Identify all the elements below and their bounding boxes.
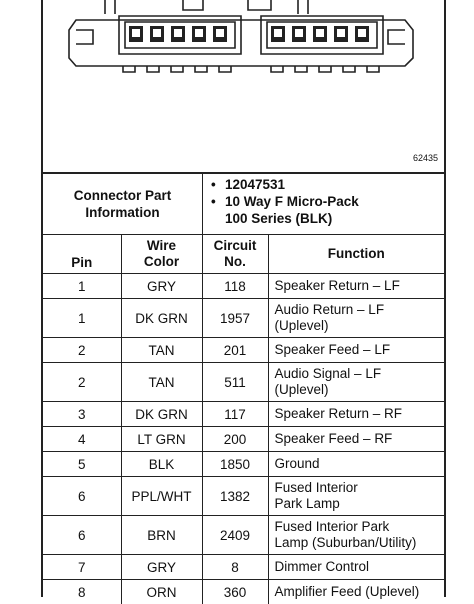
cell-pin: 2 xyxy=(43,363,121,402)
cell-pin: 5 xyxy=(43,452,121,477)
cell-function: Dimmer Control xyxy=(268,555,444,580)
cell-circuit-no: 2409 xyxy=(202,516,268,555)
connector-info-label-line1: Connector Part xyxy=(74,187,172,204)
table-row xyxy=(43,516,444,555)
cell-pin: 4 xyxy=(43,427,121,452)
cell-function: Audio Return – LF (Uplevel) xyxy=(268,299,444,338)
table-row xyxy=(43,427,444,452)
cell-wire-color: PPL/WHT xyxy=(121,477,202,516)
pin-table xyxy=(43,234,444,604)
bullet-icon: • xyxy=(211,176,225,193)
table-row xyxy=(43,555,444,580)
cell-circuit-no: 117 xyxy=(202,402,268,427)
cell-function: Speaker Feed – RF xyxy=(268,427,444,452)
cell-function: Speaker Return – LF xyxy=(268,274,444,299)
connector-drawing xyxy=(43,0,444,172)
connector-info-item xyxy=(211,176,439,193)
connector-info-label xyxy=(43,174,203,234)
cell-wire-color: BRN xyxy=(121,516,202,555)
cell-wire-color: TAN xyxy=(121,338,202,363)
header-circuit-no: Circuit No. xyxy=(202,235,268,274)
cell-circuit-no: 200 xyxy=(202,427,268,452)
cell-function: Fused Interior Park Lamp xyxy=(268,477,444,516)
cell-circuit-no: 1382 xyxy=(202,477,268,516)
cell-function: Audio Signal – LF (Uplevel) xyxy=(268,363,444,402)
cell-pin: 1 xyxy=(43,274,121,299)
table-row xyxy=(43,299,444,338)
cell-pin: 8 xyxy=(43,580,121,604)
connector-sheet xyxy=(41,0,446,597)
cell-wire-color: DK GRN xyxy=(121,402,202,427)
cell-circuit-no: 1957 xyxy=(202,299,268,338)
cell-circuit-no: 360 xyxy=(202,580,268,604)
table-row xyxy=(43,402,444,427)
cell-circuit-no: 511 xyxy=(202,363,268,402)
cell-pin: 2 xyxy=(43,338,121,363)
part-number: 12047531 xyxy=(225,176,285,193)
cell-pin: 1 xyxy=(43,299,121,338)
header-wire-color: Wire Color xyxy=(121,235,202,274)
cell-pin: 6 xyxy=(43,516,121,555)
header-pin: Pin xyxy=(43,235,121,274)
table-row xyxy=(43,580,444,604)
cell-function: Speaker Return – RF xyxy=(268,402,444,427)
figure-number: 62435 xyxy=(413,153,438,163)
cell-circuit-no: 201 xyxy=(202,338,268,363)
cell-pin: 7 xyxy=(43,555,121,580)
table-header-row xyxy=(43,235,444,274)
table-row xyxy=(43,274,444,299)
cell-circuit-no: 118 xyxy=(202,274,268,299)
bullet-icon: • xyxy=(211,193,225,227)
connector-description: 10 Way F Micro-Pack 100 Series (BLK) xyxy=(225,193,359,227)
table-row xyxy=(43,452,444,477)
cell-circuit-no: 8 xyxy=(202,555,268,580)
table-row xyxy=(43,477,444,516)
cell-wire-color: LT GRN xyxy=(121,427,202,452)
cell-wire-color: DK GRN xyxy=(121,299,202,338)
cell-wire-color: GRY xyxy=(121,274,202,299)
table-row xyxy=(43,363,444,402)
connector-info-list xyxy=(211,176,439,227)
cell-wire-color: TAN xyxy=(121,363,202,402)
cell-wire-color: GRY xyxy=(121,555,202,580)
connector-info xyxy=(43,174,444,234)
connector-info-item xyxy=(211,193,439,227)
cell-wire-color: ORN xyxy=(121,580,202,604)
header-function: Function xyxy=(268,235,444,274)
table-row xyxy=(43,338,444,363)
cell-pin: 6 xyxy=(43,477,121,516)
connector-info-label-line2: Information xyxy=(85,204,159,221)
cell-wire-color: BLK xyxy=(121,452,202,477)
cell-function: Fused Interior Park Lamp (Suburban/Utility) xyxy=(268,516,444,555)
cell-function: Amplifier Feed (Uplevel) xyxy=(268,580,444,604)
cell-circuit-no: 1850 xyxy=(202,452,268,477)
cell-function: Speaker Feed – LF xyxy=(268,338,444,363)
cell-pin: 3 xyxy=(43,402,121,427)
cell-function: Ground xyxy=(268,452,444,477)
